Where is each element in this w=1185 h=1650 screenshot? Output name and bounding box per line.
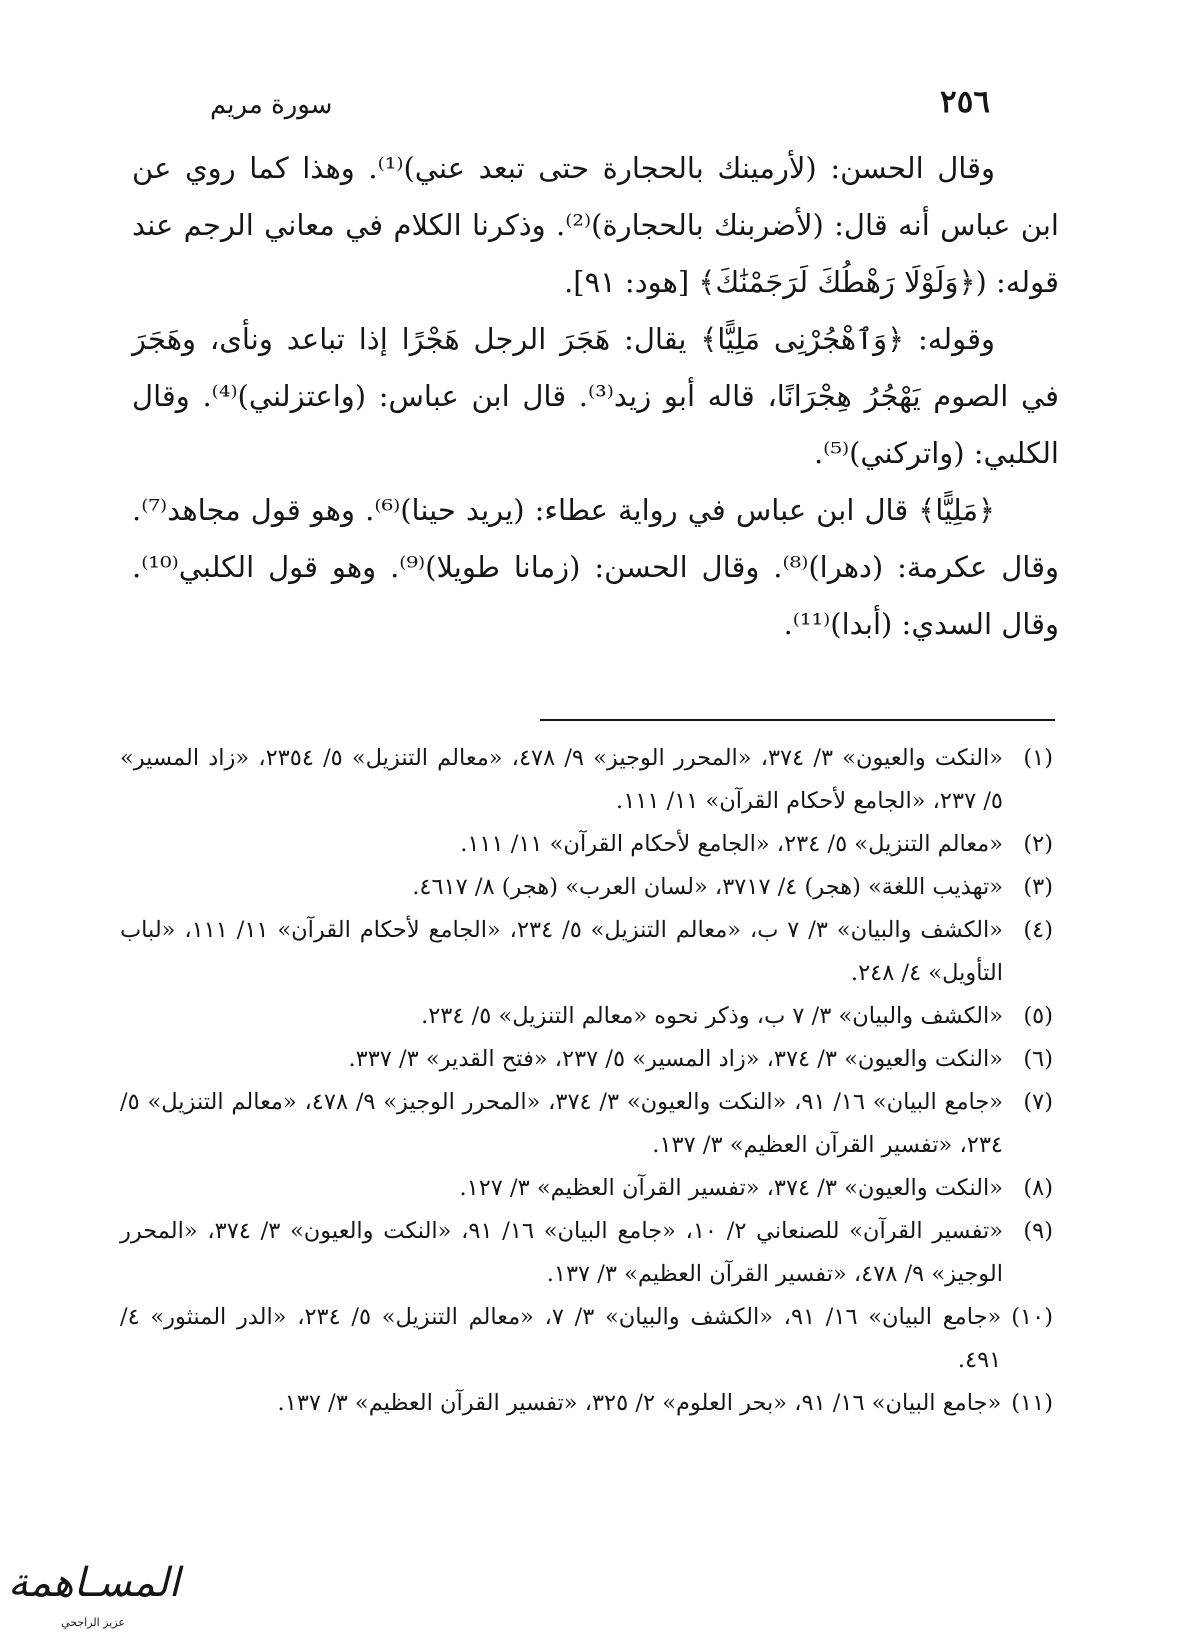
footnote-number: (٤) (1023, 917, 1053, 943)
footnote-number: (١٠) (1011, 1304, 1053, 1330)
main-text (132, 140, 1059, 653)
footnote-number: (٧) (1023, 1089, 1053, 1115)
footnote-text: «الكشف والبيان» ٣/ ٧ ب، وذكر نحوه «معالم التنزيل» ٥/ ٢٣٤. (421, 1003, 1003, 1029)
footnote (120, 1081, 1053, 1167)
footnote-text: «تفسير القرآن» للصنعاني ٢/ ١٠، «جامع البيان» ١٦/ ٩١، «النكت والعيون» ٣/ ٣٧٤، «المحرر الوجيز» ٩/ ٤٧٨، «تفسير القرآن العظيم» ٣/ ١٣٧. (120, 1218, 1003, 1287)
surah-title: سورة مريم (210, 90, 333, 120)
footnote (120, 737, 1053, 823)
footnote-number: (٥) (1023, 1003, 1053, 1029)
footnote-text: «النكت والعيون» ٣/ ٣٧٤، «تفسير القرآن العظيم» ٣/ ١٢٧. (459, 1175, 1003, 1201)
footnote-text: «جامع البيان» ١٦/ ٩١، «النكت والعيون» ٣/ ٣٧٤، «المحرر الوجيز» ٩/ ٤٧٨، «معالم التنزيل» ٥/ ٢٣٤، «تفسير القرآن العظيم» ٣/ ١٣٧. (120, 1089, 1004, 1158)
page-number: ٢٥٦ (940, 84, 990, 120)
footnote-number: (١١) (1011, 1390, 1053, 1416)
footnote-number: (٦) (1023, 1046, 1053, 1072)
footnote-number: (٣) (1023, 874, 1053, 900)
page-header (210, 74, 990, 120)
footnote (120, 866, 1053, 909)
footnotes (120, 737, 1053, 1425)
watermark-logo (8, 1558, 178, 1636)
footnote-text: «معالم التنزيل» ٥/ ٢٣٤، «الجامع لأحكام القرآن» ١١/ ١١١. (460, 831, 1003, 857)
watermark-subtitle: عزيز الراجحي (61, 1616, 125, 1629)
footnote-text: «النكت والعيون» ٣/ ٣٧٤، «المحرر الوجيز» ٩/ ٤٧٨، «معالم التنزيل» ٥/ ٢٣٥٤، «زاد المسير» ٥/ ٢٣٧، «الجامع لأحكام القرآن» ١١/ ١١١. (120, 745, 1004, 814)
footnote (120, 909, 1053, 995)
footnote-text: «تهذيب اللغة» (هجر) ٤/ ٣٧١٧، «لسان العرب» (هجر) ٨/ ٤٦١٧. (412, 874, 1003, 900)
paragraph: وقال الحسن: (لأرمينك بالحجارة حتى تبعد عني)⁽¹⁾. وهذا كما روي عن ابن عباس أنه قال: (لأضربنك بالحجارة)⁽²⁾. وذكرنا الكلام في معاني الرجم عند قوله: (﴿وَلَوْلَا رَهْطُكَ لَرَجَمْنَٰكَ﴾ [هود: ٩١]. (132, 151, 1059, 299)
footnote-number: (٩) (1023, 1218, 1053, 1244)
footnote (120, 995, 1053, 1038)
footnote-number: (٨) (1023, 1175, 1053, 1201)
footnote-text: «الكشف والبيان» ٣/ ٧ ب، «معالم التنزيل» ٥/ ٢٣٤، «الجامع لأحكام القرآن» ١١/ ١١١، «لباب التأويل» ٤/ ٢٤٨. (120, 917, 1004, 986)
footnote (120, 1296, 1053, 1382)
footnote (120, 1167, 1053, 1210)
footnote-number: (١) (1023, 745, 1053, 771)
footnote-text: «جامع البيان» ١٦/ ٩١، «بحر العلوم» ٢/ ٣٢٥، «تفسير القرآن العظيم» ٣/ ١٣٧. (277, 1390, 1002, 1416)
footnote-text: «النكت والعيون» ٣/ ٣٧٤، «زاد المسير» ٥/ ٢٣٧، «فتح القدير» ٣/ ٣٣٧. (348, 1046, 1003, 1072)
paragraph: وقوله: ﴿وَٱهْجُرْنِى مَلِيًّا﴾ يقال: هَجَرَ الرجل هَجْرًا إذا تباعد ونأى، وهَجَرَ في الصوم يَهْجُرُ هِجْرَانًا، قاله أبو زيد⁽³⁾. قال ابن عباس: (واعتزلني)⁽⁴⁾. وقال الكلبي: (واتركني)⁽⁵⁾. (132, 322, 1059, 470)
watermark-title: المسـاهمة (8, 1560, 180, 1606)
footnote (120, 823, 1053, 866)
footnote (120, 1210, 1053, 1296)
footnote (120, 1038, 1053, 1081)
footnote (120, 1382, 1053, 1425)
paragraph: ﴿مَلِيًّا﴾ قال ابن عباس في رواية عطاء: (يريد حينا)⁽⁶⁾. وهو قول مجاهد⁽⁷⁾. وقال عكرمة: (دهرا)⁽⁸⁾. وقال الحسن: (زمانا طويلا)⁽⁹⁾. وهو قول الكلبي⁽¹⁰⁾. وقال السدي: (أبدا)⁽¹¹⁾. (132, 493, 1059, 641)
footnote-number: (٢) (1023, 831, 1053, 857)
footnote-text: «جامع البيان» ١٦/ ٩١، «الكشف والبيان» ٣/ ٧، «معالم التنزيل» ٥/ ٢٣٤، «الدر المنثور» ٤/ ٤٩١. (120, 1304, 1002, 1373)
footnote-separator (540, 719, 1055, 721)
